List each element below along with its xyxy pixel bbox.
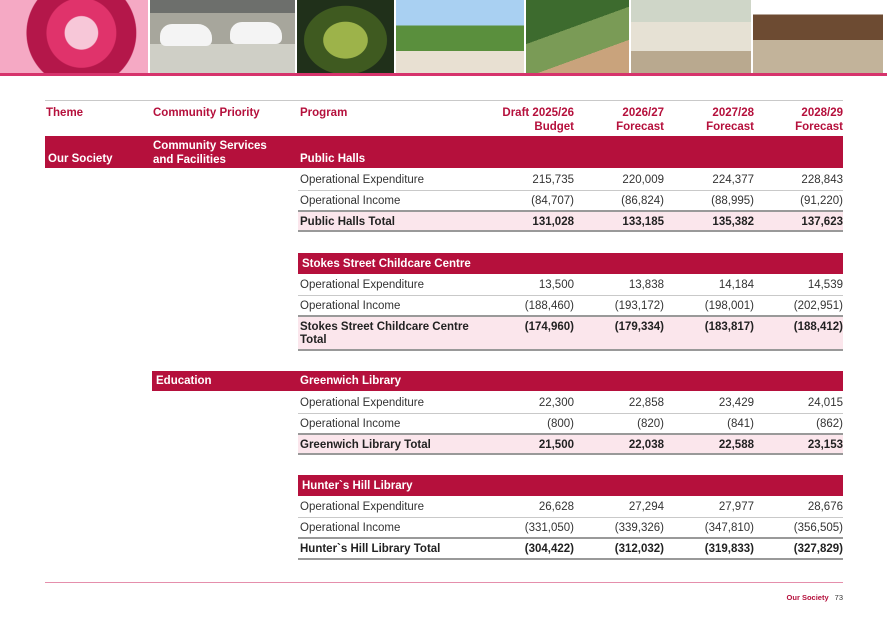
total-value: (174,960) [524, 321, 574, 333]
banner-photo-ev-charging-carpark [150, 0, 295, 73]
cell-value: 13,838 [628, 279, 664, 291]
priority-education: Education [156, 375, 212, 387]
cell-value: 22,858 [628, 397, 664, 409]
cell-value: 27,977 [718, 501, 754, 513]
cell-value: (202,951) [793, 300, 843, 312]
total-value: (183,817) [704, 321, 754, 333]
total-label-stokes-line1: Stokes Street Childcare Centre [300, 321, 469, 333]
total-value: (319,833) [704, 543, 754, 555]
header-col3-line1: 2027/28 [712, 107, 754, 119]
header-program: Program [300, 107, 348, 119]
total-value: (188,412) [793, 321, 843, 333]
row-label: Operational Expenditure [300, 174, 425, 186]
cell-value: (820) [637, 418, 664, 430]
row-divider [298, 295, 843, 296]
cell-value: 215,735 [532, 174, 574, 186]
row-label: Operational Expenditure [300, 397, 425, 409]
total-value: 21,500 [538, 439, 574, 451]
cell-value: 24,015 [807, 397, 843, 409]
cell-value: (331,050) [524, 522, 574, 534]
total-bottom-rule [298, 453, 843, 455]
header-col4-line2: Forecast [795, 121, 843, 133]
total-label-hunters-hill: Hunter`s Hill Library Total [300, 543, 441, 555]
page-footer [787, 593, 843, 602]
cell-value: (862) [816, 418, 843, 430]
banner-photo-family-in-park [396, 0, 524, 73]
total-value: (179,334) [614, 321, 664, 333]
banner-photo-building-plaza [753, 0, 883, 73]
total-value: (327,829) [793, 543, 843, 555]
header-col1-line1: Draft 2025/26 [502, 107, 574, 119]
row-divider [298, 413, 843, 414]
header-col4-line1: 2028/29 [801, 107, 843, 119]
row-label: Operational Income [300, 522, 401, 534]
total-label-greenwich: Greenwich Library Total [300, 439, 431, 451]
row-label: Operational Income [300, 300, 401, 312]
cell-value: 13,500 [538, 279, 574, 291]
cell-value: (188,460) [524, 300, 574, 312]
photo-banner [0, 0, 887, 73]
total-value: 22,588 [718, 439, 754, 451]
total-value: 137,623 [801, 216, 843, 228]
total-label-stokes-line2: Total [300, 334, 327, 346]
cell-value: 228,843 [801, 174, 843, 186]
row-label: Operational Income [300, 195, 401, 207]
section-band-greenwich-library [152, 371, 843, 391]
theme-label: Our Society [48, 153, 113, 165]
total-value: (312,032) [614, 543, 664, 555]
cell-value: (339,326) [614, 522, 664, 534]
cell-value: (91,220) [800, 195, 843, 207]
cell-value: (88,995) [711, 195, 754, 207]
program-hunters-hill-library: Hunter`s Hill Library [302, 480, 413, 492]
banner-photo-frog [297, 0, 394, 73]
page-number: 73 [834, 593, 843, 602]
header-col2-line1: 2026/27 [622, 107, 664, 119]
cell-value: 220,009 [622, 174, 664, 186]
cell-value: 22,300 [538, 397, 574, 409]
cell-value: (193,172) [614, 300, 664, 312]
cell-value: (198,001) [704, 300, 754, 312]
header-col3-line2: Forecast [706, 121, 754, 133]
header-col1-line2: Budget [534, 121, 574, 133]
total-value: 135,382 [712, 216, 754, 228]
cell-value: 28,676 [807, 501, 843, 513]
cell-value: (800) [547, 418, 574, 430]
header-col2-line2: Forecast [616, 121, 664, 133]
cell-value: (84,707) [531, 195, 574, 207]
program-public-halls: Public Halls [300, 153, 366, 165]
program-greenwich-library: Greenwich Library [300, 375, 401, 387]
cell-value: 224,377 [712, 174, 754, 186]
program-stokes-street: Stokes Street Childcare Centre [302, 258, 471, 270]
total-top-rule [298, 537, 843, 539]
cell-value: 27,294 [628, 501, 664, 513]
banner-underline [0, 73, 887, 76]
cell-value: (347,810) [704, 522, 754, 534]
priority-community-services: Community Services and Facilities [153, 140, 267, 166]
header-top-rule [45, 100, 843, 101]
row-label: Operational Income [300, 418, 401, 430]
cell-value: 14,184 [718, 279, 754, 291]
total-label-public-halls: Public Halls Total [300, 216, 395, 228]
row-divider [298, 517, 843, 518]
row-label: Operational Expenditure [300, 501, 425, 513]
total-bottom-rule [298, 349, 843, 351]
cell-value: 26,628 [538, 501, 574, 513]
header-theme: Theme [46, 107, 84, 119]
footer-section: Our Society [786, 593, 829, 602]
banner-photo-family-walking-street [631, 0, 751, 73]
banner-photo-children-in-play-pod [0, 0, 148, 73]
total-value: 23,153 [807, 439, 843, 451]
cell-value: (841) [727, 418, 754, 430]
total-value: 133,185 [622, 216, 664, 228]
footer-rule [45, 582, 843, 583]
total-value: 131,028 [532, 216, 574, 228]
banner-photo-children-in-garden [526, 0, 629, 73]
total-bottom-rule [298, 230, 843, 232]
total-value: 22,038 [628, 439, 664, 451]
cell-value: (86,824) [621, 195, 664, 207]
cell-value: 14,539 [807, 279, 843, 291]
total-bottom-rule [298, 558, 843, 560]
total-value: (304,422) [524, 543, 574, 555]
row-label: Operational Expenditure [300, 279, 425, 291]
cell-value: 23,429 [718, 397, 754, 409]
row-divider [298, 190, 843, 191]
cell-value: (356,505) [793, 522, 843, 534]
header-community-priority: Community Priority [153, 107, 260, 119]
